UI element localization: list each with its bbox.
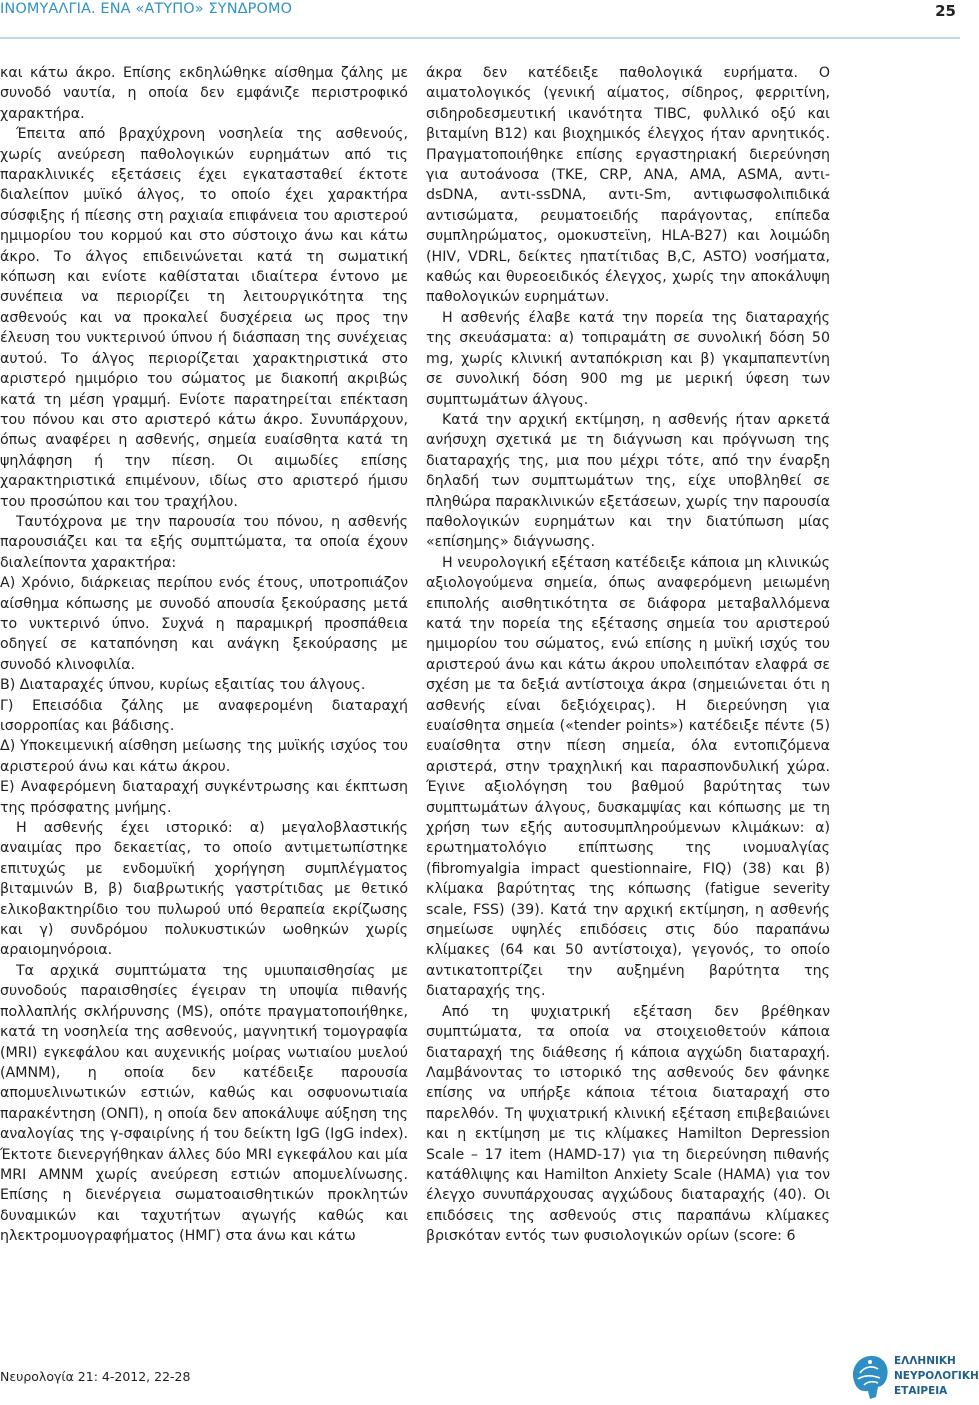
- paragraph: Β) Διαταραχές ύπνου, κυρίως εξαιτίας του άλγους.: [0, 677, 366, 694]
- paragraph: Ταυτόχρονα με την παρουσία του πόνου, η ασθενής παρουσιάζει και τα εξής συμπτώματα, τα οποία έχουν διαλείποντα χαρακτήρα:: [0, 513, 408, 571]
- running-title: ΙΝΟΜΥΑΛΓΙΑ. ΕΝΑ «ΑΤΥΠΟ» ΣΥΝΔΡΟΜΟ: [0, 1, 293, 17]
- journal-citation: Νευρολογία 21: 4-2012, 22-28: [0, 1369, 191, 1384]
- paragraph: και κάτω άκρο. Επίσης εκδηλώθηκε αίσθημα ζάλης με συνοδό ναυτία, η οποία δεν εμφάνιζε περιστροφικό χαρακτήρα.: [0, 65, 408, 122]
- society-name: [894, 1354, 979, 1399]
- paragraph: Α) Χρόνιο, διάρκειας περίπου ενός έτους, υποτροπιάζον αίσθημα κόπωσης με συνοδό απουσία ξεκούρασης μετά το νυκτερινό ύπνο. Συχνά η παραμικρή προσπάθεια οδηγεί σε καταπόνηση και ανάγκη ξεκούρασης με συνοδό κλινοφιλία.: [0, 575, 408, 673]
- paragraph: Έπειτα από βραχύχρονη νοσηλεία της ασθενούς, χωρίς ανεύρεση παθολογικών ευρημάτων από τις παρακλινικές εξετάσεις έχει εγκατασταθεί έκτοτε διαλείπον μυϊκό άλγος, το οποίο έχει χαρακτήρα σύσφιξης ή πίεσης στη ραχιαία επιφάνεια του αριστερού ημιμορίου του κορμού και στο σύστοιχο άνω και κάτω άκρο. Το άλγος επιδεινώνεται κατά τη σωματική κόπωση και ενίοτε καθίσταται ιδιαίτερα έντονο με συνέπεια να περιορίζει τη λειτουργικότητα της ασθενούς και να προκαλεί δυσχέρεια ως προς την έλευση του νυκτερινού ύπνου ή διάσπαση της συνέχειας αυτού. Το άλγος περιορίζεται χαρακτηριστικά στο αριστερό ημιμόριο του σώματος με διακοπή ακριβώς κατά τη μέση γραμμή. Ενίοτε παρατηρείται επέκταση του πόνου και στο αριστερό κάτω άκρο. Συνυπάρχουν, όπως αναφέρει η ασθενής, σημεία ευαίσθητα κατά τη ψηλάφηση ή την πίεση. Οι αιμωδίες επίσης χαρακτηριστικά επιμένουν, ιδίως στο αριστερό ήμισυ του προσώπου και του τραχήλου.: [0, 126, 408, 510]
- paragraph: Ε) Αναφερόμενη διαταραχή συγκέντρωσης και έκπτωση της πρόσφατης μνήμης.: [0, 779, 408, 816]
- paragraph: Από τη ψυχιατρική εξέταση δεν βρέθηκαν συμπτώματα, τα οποία να στοιχειοθετούν κάποια διαταραχή της διάθεσης ή κάποια αγχώδη διαταραχή. Λαμβάνοντας το ιστορικό της ασθενούς δεν φάνηκε επίσης να υπήρξε κάποια τέτοια διαταραχή στο παρελθόν. Τη ψυχιατρική κλινική εξέταση επιβεβαιώνει και η εκτίμηση με τις κλίμακες Hamilton Depression Scale – 17 item (HAMD-17) για τη διερεύνηση πιθανής κατάθλιψης και Hamilton Anxiety Scale (HAMA) για τον έλεγχο συνυπάρχουσας αγχώδους διαταραχής (40). Οι επιδόσεις της ασθενούς στις παραπάνω κλίμακες βρισκόταν εντός των φυσιολογικών ορίων (score: 6: [426, 1003, 830, 1245]
- paragraph: Η ασθενής έλαβε κατά την πορεία της διαταραχής της σκευάσματα: α) τοπιραμάτη σε συνολική δόση 50 mg, χωρίς κλινική ανταπόκριση και β) γκαμπαπεντίνη σε συνολική δόση 900 mg με μερική ύφεση των συμπτωμάτων άλγους.: [426, 309, 830, 408]
- page-number: 25: [935, 2, 956, 20]
- society-logo: [848, 1351, 979, 1405]
- paragraph: Η νευρολογική εξέταση κατέδειξε κάποια μη κλινικώς αξιολογούμενα σημεία, όπως αναφερόμενη μειωμένη επιπολής αισθητικότητα σε διάφορα μεταβαλλόμενα κατά την πορεία της εξέτασης σημεία του αριστερού ημιμορίου του σώματος, ενώ επίσης η μυϊκή ισχύς του αριστερού άνω και κάτω άκρου υπολειπόταν ελαφρά σε σχέση με τα δεξιά αντίστοιχα άκρα (σημειώνεται ότι η ασθενής είναι δεξιόχειρας). Η διερεύνηση για ευαίσθητα σημεία («tender points») κατέδειξε πέντε (5) ευαίσθητα στην πίεση σημεία, όλα εντοπιζόμενα αριστερά, στην τραχηλική και παρασπονδυλική χώρα. Έγινε αξιολόγηση του βαθμού βαρύτητας των συμπτωμάτων άλγους, δυσκαμψίας και κόπωσης με τη χρήση των εξής αυτοσυμπληρούμενων κλιμάκων: α) ερωτηματολόγιο επίπτωσης της ινομυαλγίας (fibromyalgia impact questionnaire, FIQ) (38) και β) κλίμακα βαρύτητας της κόπωσης (fatigue severity scale, FSS) (39). Κατά την αρχική εκτίμηση, η ασθενής σημείωσε υψηλές επιδόσεις στις δύο παραπάνω κλίμακες (64 και 50 αντίστοιχα), γεγονός, το οποίο αντικατοπτρίζει την αυξημένη βαρύτητα της διαταραχής της.: [426, 554, 830, 1000]
- left-column: [0, 63, 408, 1247]
- paragraph: Η ασθενής έχει ιστορικό: α) μεγαλοβλαστικής αναιμίας προ δεκαετίας, το οποίο αντιμετωπίστηκε επιτυχώς με ενδομυϊκή χορήγηση συμπλέγματος βιταμινών Β, β) διαβρωτικής γαστρίτιδας με θετικό ελικοβακτηρίδιο του πυλωρού υπό θεραπεία εκρίζωσης και γ) συνδρόμου πολυκυστικών ωοθηκών χωρίς αραιομηνόροια.: [0, 820, 408, 959]
- paragraph: Τα αρχικά συμπτώματα της υμιυπαισθησίας με συνοδούς παραισθησίες έγειραν τη υποψία πιθανής πολλαπλής σκλήρυνσης (MS), οπότε πραγματοποιήθηκε, κατά τη νοσηλεία της ασθενούς, μαγνητική τομογραφία (MRI) εγκεφάλου και αυχενικής μοίρας νωτιαίου μυελού (ΑΜΝΜ), η οποία δεν κατέδειξε παρουσία απομυελινωτικών εστιών, καθώς και οσφυονωτιαία παρακέντηση (ΟΝΠ), η οποία δεν αποκάλυψε αύξηση της αναλογίας της γ-σφαιρίνης ή του δείκτη IgG (IgG index). Έκτοτε διενεργήθηκαν άλλες δύο MRI εγκεφάλου και μία MRI ΑΜΝΜ χωρίς ανεύρεση εστιών απομυελίνωσης. Επίσης η διενέργεια σωματοαισθητικών προκλητών δυναμικών και ταχυτήτων αγωγής καθώς και ηλεκτρομυογραφήματος (ΗΜΓ) στα άνω και κάτω: [0, 962, 408, 1245]
- society-name-line: ΕΛΛΗΝΙΚΗ: [894, 1355, 956, 1367]
- right-column: [426, 63, 830, 1247]
- paragraph: Κατά την αρχική εκτίμηση, η ασθενής ήταν αρκετά ανήσυχη σχετικά με τη διάγνωση και πρόγνωση της διαταραχής της, μια που μέχρι τότε, από την έναρξη δηλαδή των συμπτωμάτων της, είχε υποβληθεί σε πληθώρα παρακλινικών εξετάσεων, χωρίς την παρουσία παθολογικών ευρημάτων και την διατύπωση μίας «επίσημης» διάγνωσης.: [426, 411, 830, 551]
- brain-emblem-icon: [848, 1351, 892, 1405]
- society-name-line: ΝΕΥΡΟΛΟΓΙΚΗ: [894, 1370, 979, 1382]
- society-name-line: ΕΤΑΙΡΕΙΑ: [894, 1385, 948, 1397]
- paragraph: Δ) Υποκειμενική αίσθηση μείωσης της μυϊκής ισχύος του αριστερού άνω και κάτω άκρου.: [0, 738, 408, 775]
- paragraph: Γ) Επεισόδια ζάλης με αναφερομένη διαταραχή ισορροπίας και βάδισης.: [0, 697, 408, 734]
- page-header: [0, 0, 960, 39]
- paragraph: άκρα δεν κατέδειξε παθολογικά ευρήματα. Ο αιματολογικός (γενική αίματος, σίδηρος, φερριτίνη, σιδηροδεσμευτική ικανότητα TIBC, φυλλικό οξύ και βιταμίνη Β12) και βιοχημικός έλεγχος ήταν αρνητικός. Πραγματοποιήθηκε επίσης εργαστηριακή διερεύνηση για αυτοάνοσα (ΤΚΕ, CRP, ANA, AMA, ASMA, αντι-dsDNA, αντι-ssDNA, αντι-Sm, αντιφωσφολιπιδικά αντισώματα, ρευματοειδής παράγοντας, επίπεδα συμπληρώματος, ομοκυστεϊνη, HLA-B27) και λοιμώδη (HIV, VDRL, δείκτες ηπατίτιδας Β,C, ASTO) νοσήματα, καθώς και θυρεοειδικός έλεγχος, χωρίς την αποκάλυψη παθολογικών ευρημάτων.: [426, 65, 830, 306]
